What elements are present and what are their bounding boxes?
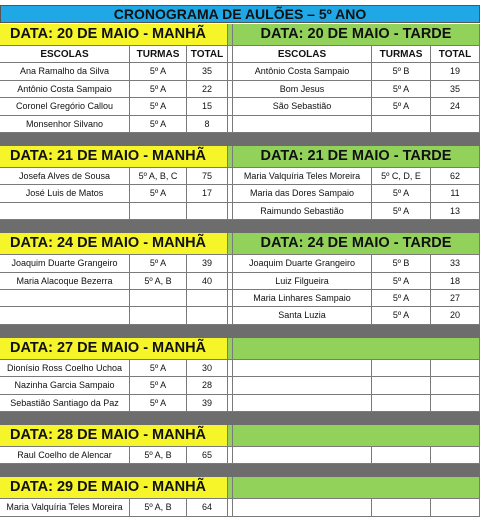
total-cell: 62 bbox=[431, 168, 480, 185]
section-separator bbox=[0, 464, 480, 477]
table-row bbox=[0, 447, 480, 464]
escola-cell: Ana Ramalho da Silva bbox=[0, 63, 130, 80]
escola-cell bbox=[233, 377, 372, 394]
total-cell bbox=[431, 395, 480, 412]
morning-date-label: DATA: 24 DE MAIO - MANHÃ bbox=[0, 233, 228, 255]
table-row bbox=[0, 377, 480, 394]
turmas-cell: 5º A bbox=[372, 203, 431, 220]
total-cell: 18 bbox=[431, 273, 480, 290]
total-cell: 11 bbox=[431, 185, 480, 202]
afternoon-date-label: DATA: 21 DE MAIO - TARDE bbox=[233, 146, 480, 168]
turmas-cell: 5º A bbox=[130, 185, 187, 202]
escola-cell: Santa Luzia bbox=[233, 307, 372, 324]
total-cell bbox=[187, 307, 228, 324]
total-cell: 20 bbox=[431, 307, 480, 324]
morning-date-label: DATA: 27 DE MAIO - MANHÃ bbox=[0, 338, 228, 360]
escola-cell bbox=[0, 290, 130, 307]
turmas-cell bbox=[372, 499, 431, 516]
escola-cell: Raul Coelho de Alencar bbox=[0, 447, 130, 464]
escola-cell: São Sebastião bbox=[233, 98, 372, 115]
col-escolas-header: ESCOLAS bbox=[0, 46, 130, 63]
turmas-cell: 5º A bbox=[130, 255, 187, 272]
date-header-row bbox=[0, 233, 480, 255]
turmas-cell: 5º B bbox=[372, 63, 431, 80]
turmas-cell: 5º A bbox=[372, 185, 431, 202]
escola-cell: Nazinha Garcia Sampaio bbox=[0, 377, 130, 394]
turmas-cell: 5º A bbox=[130, 377, 187, 394]
afternoon-date-label: DATA: 20 DE MAIO - TARDE bbox=[233, 24, 480, 46]
escola-cell: Raimundo Sebastião bbox=[233, 203, 372, 220]
afternoon-date-label bbox=[233, 477, 480, 499]
escola-cell: Antônio Costa Sampaio bbox=[233, 63, 372, 80]
date-header-row bbox=[0, 338, 480, 360]
table-row bbox=[0, 499, 480, 516]
table-row bbox=[0, 98, 480, 115]
total-cell: 15 bbox=[187, 98, 228, 115]
escola-cell: Maria Valquíria Teles Moreira bbox=[0, 499, 130, 516]
table-row bbox=[0, 168, 480, 185]
total-cell bbox=[431, 377, 480, 394]
escola-cell: Bom Jesus bbox=[233, 81, 372, 98]
total-cell: 8 bbox=[187, 116, 228, 133]
turmas-cell: 5º A bbox=[130, 63, 187, 80]
total-cell: 28 bbox=[187, 377, 228, 394]
total-cell: 75 bbox=[187, 168, 228, 185]
escola-cell bbox=[0, 203, 130, 220]
table-row bbox=[0, 203, 480, 220]
turmas-cell bbox=[372, 447, 431, 464]
turmas-cell bbox=[372, 116, 431, 133]
total-cell: 17 bbox=[187, 185, 228, 202]
total-cell bbox=[431, 499, 480, 516]
total-cell: 22 bbox=[187, 81, 228, 98]
table-row bbox=[0, 63, 480, 80]
escola-cell: Joaquim Duarte Grangeiro bbox=[0, 255, 130, 272]
turmas-cell bbox=[130, 307, 187, 324]
col-turmas-header: TURMAS bbox=[372, 46, 431, 63]
date-header-row bbox=[0, 24, 480, 46]
col-total-header: TOTAL bbox=[431, 46, 480, 63]
turmas-cell bbox=[130, 290, 187, 307]
date-header-row bbox=[0, 146, 480, 168]
turmas-cell: 5º A bbox=[130, 360, 187, 377]
turmas-cell: 5º A bbox=[372, 98, 431, 115]
escola-cell: Monsenhor Silvano bbox=[0, 116, 130, 133]
col-turmas-header: TURMAS bbox=[130, 46, 187, 63]
turmas-cell: 5º A, B bbox=[130, 447, 187, 464]
turmas-cell: 5º B bbox=[372, 255, 431, 272]
turmas-cell: 5º C, D, E bbox=[372, 168, 431, 185]
afternoon-date-label bbox=[233, 425, 480, 447]
total-cell: 65 bbox=[187, 447, 228, 464]
turmas-cell: 5º A, B, C bbox=[130, 168, 187, 185]
turmas-cell bbox=[130, 203, 187, 220]
turmas-cell: 5º A bbox=[372, 307, 431, 324]
escola-cell bbox=[233, 447, 372, 464]
afternoon-date-label: DATA: 24 DE MAIO - TARDE bbox=[233, 233, 480, 255]
total-cell bbox=[187, 203, 228, 220]
escola-cell: Dionísio Ross Coelho Uchoa bbox=[0, 360, 130, 377]
escola-cell: Antônio Costa Sampaio bbox=[0, 81, 130, 98]
morning-date-label: DATA: 28 DE MAIO - MANHÃ bbox=[0, 425, 228, 447]
table-row bbox=[0, 273, 480, 290]
morning-date-label: DATA: 21 DE MAIO - MANHÃ bbox=[0, 146, 228, 168]
turmas-cell: 5º A bbox=[130, 116, 187, 133]
turmas-cell: 5º A bbox=[130, 395, 187, 412]
table-row bbox=[0, 185, 480, 202]
total-cell: 40 bbox=[187, 273, 228, 290]
escola-cell: Maria Alacoque Bezerra bbox=[0, 273, 130, 290]
table-row bbox=[0, 81, 480, 98]
turmas-cell bbox=[372, 360, 431, 377]
total-cell bbox=[431, 360, 480, 377]
date-header-row bbox=[0, 477, 480, 499]
turmas-cell: 5º A, B bbox=[130, 499, 187, 516]
total-cell bbox=[431, 116, 480, 133]
turmas-cell: 5º A bbox=[130, 81, 187, 98]
table-row bbox=[0, 255, 480, 272]
column-header-row bbox=[0, 46, 480, 63]
total-cell: 35 bbox=[431, 81, 480, 98]
total-cell: 39 bbox=[187, 255, 228, 272]
escola-cell: Maria Linhares Sampaio bbox=[233, 290, 372, 307]
turmas-cell: 5º A bbox=[130, 98, 187, 115]
table-row bbox=[0, 290, 480, 307]
table-row bbox=[0, 360, 480, 377]
table-row bbox=[0, 395, 480, 412]
section-separator bbox=[0, 133, 480, 146]
escola-cell: Luiz Filgueira bbox=[233, 273, 372, 290]
morning-date-label: DATA: 20 DE MAIO - MANHÃ bbox=[0, 24, 228, 46]
total-cell: 39 bbox=[187, 395, 228, 412]
date-header-row bbox=[0, 425, 480, 447]
escola-cell: Josefa Alves de Sousa bbox=[0, 168, 130, 185]
total-cell: 33 bbox=[431, 255, 480, 272]
escola-cell bbox=[233, 395, 372, 412]
schedule-title: CRONOGRAMA DE AULÕES – 5º ANO bbox=[0, 5, 480, 23]
total-cell: 19 bbox=[431, 63, 480, 80]
section-separator bbox=[0, 220, 480, 233]
total-cell: 13 bbox=[431, 203, 480, 220]
total-cell bbox=[431, 447, 480, 464]
turmas-cell bbox=[372, 377, 431, 394]
turmas-cell bbox=[372, 395, 431, 412]
morning-date-label: DATA: 29 DE MAIO - MANHÃ bbox=[0, 477, 228, 499]
escola-cell: Sebastião Santiago da Paz bbox=[0, 395, 130, 412]
section-separator bbox=[0, 412, 480, 425]
escola-cell bbox=[233, 360, 372, 377]
total-cell: 24 bbox=[431, 98, 480, 115]
turmas-cell: 5º A bbox=[372, 290, 431, 307]
escola-cell bbox=[233, 499, 372, 516]
turmas-cell: 5º A bbox=[372, 81, 431, 98]
total-cell: 64 bbox=[187, 499, 228, 516]
total-cell bbox=[187, 290, 228, 307]
section-separator bbox=[0, 325, 480, 338]
table-row bbox=[0, 307, 480, 324]
col-total-header: TOTAL bbox=[187, 46, 228, 63]
total-cell: 30 bbox=[187, 360, 228, 377]
escola-cell: José Luis de Matos bbox=[0, 185, 130, 202]
escola-cell bbox=[233, 116, 372, 133]
total-cell: 35 bbox=[187, 63, 228, 80]
afternoon-date-label bbox=[233, 338, 480, 360]
escola-cell: Maria das Dores Sampaio bbox=[233, 185, 372, 202]
table-row bbox=[0, 116, 480, 133]
escola-cell: Maria Valquíria Teles Moreira bbox=[233, 168, 372, 185]
escola-cell bbox=[0, 307, 130, 324]
turmas-cell: 5º A, B bbox=[130, 273, 187, 290]
escola-cell: Coronel Gregório Callou bbox=[0, 98, 130, 115]
turmas-cell: 5º A bbox=[372, 273, 431, 290]
col-escolas-header: ESCOLAS bbox=[233, 46, 372, 63]
total-cell: 27 bbox=[431, 290, 480, 307]
escola-cell: Joaquim Duarte Grangeiro bbox=[233, 255, 372, 272]
